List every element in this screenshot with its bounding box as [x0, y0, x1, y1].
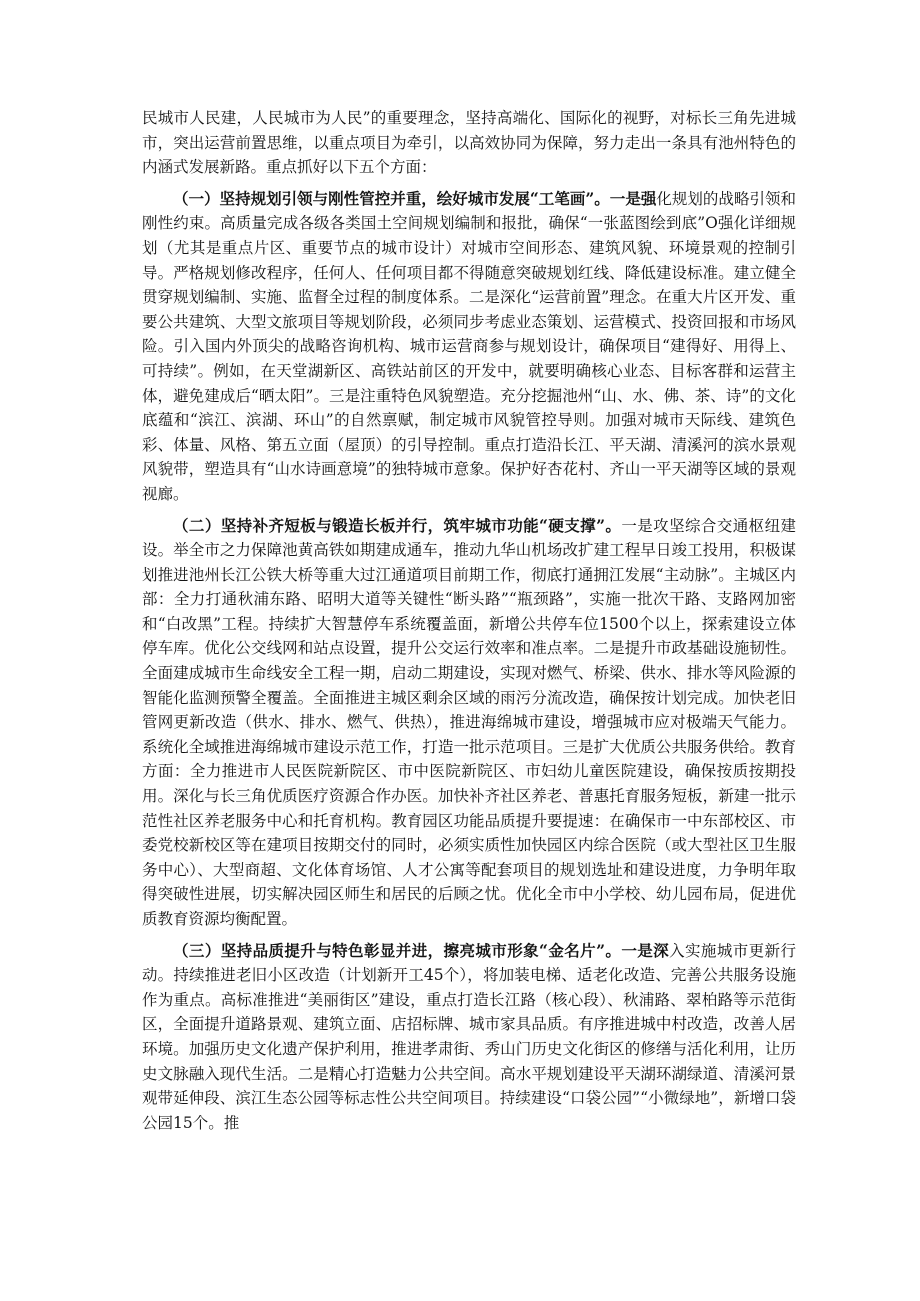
section-2-body: 一是攻坚综合交通枢纽建设。举全市之力保障池黄高铁如期建成通车，推动九华山机场改扩建工程早日竣工投用，积极谋划推进池州长江公铁大桥等重大过江通道项目前期工作，彻底打通拥江发展“主动脉”。主城区内部：全力打通秋浦东路、昭明大道等关键性“断头路”“瓶颈路”，实施一批次干路、支路网加密和“白改黑”工程。持续扩大智慧停车系统覆盖面，新增公共停车位1500个以上，探索建设立体停车库。优化公交线网和站点设置，提升公交运行效率和准点率。二是提升市政基础设施韧性。全面建成城市生命线安全工程一期，启动二期建设，实现对燃气、桥梁、供水、排水等风险源的智能化监测预警全覆盖。全面推进主城区剩余区域的雨污分流改造，确保按计划完成。加快老旧管网更新改造（供水、排水、燃气、供热），推进海绵城市建设，增强城市应对极端天气能力。系统化全域推进海绵城市建设示范工作，打造一批示范项目。三是扩大优质公共服务供给。教育方面：全力推进市人民医院新院区、市中医院新院区、市妇幼儿童医院建设，确保按质按期投用。深化与长三角优质医疗资源合作办医。加快补齐社区养老、普惠托育服务短板，新建一批示范性社区养老服务中心和托育机构。教育园区功能品质提升要提速：在确保市一中东部校区、市委党校新校区等在建项目按期交付的同时，必须实质性加快园区内综合医院（或大型社区卫生服务中心）、大型商超、文化体育场馆、人才公寓等配套项目的规划选址和建设进度，力争明年取得突破性进展，切实解决园区师生和居民的后顾之忧。优化全市中小学校、幼儿园布局，促进优质教育资源均衡配置。	[142, 516, 796, 928]
intro-paragraph: 民城市人民建，人民城市为人民”的重要理念，坚持高端化、国际化的视野，对标长三角先进城市，突出运营前置思维，以重点项目为牵引，以高效协同为保障，努力走出一条具有池州特色的内涵式发展新路。重点抓好以下五个方面：	[142, 109, 796, 177]
document-body	[142, 106, 796, 1135]
section-1-paragraph	[142, 187, 796, 507]
section-3-paragraph	[142, 939, 796, 1136]
section-1-heading: （一）坚持规划引领与刚性管控并重，绘好城市发展“工笔画”。一是强	[173, 188, 657, 208]
section-2-paragraph	[142, 514, 796, 932]
section-1-body: 化规划的战略引领和刚性约束。高质量完成各级各类国土空间规划编制和报批，确保“一张蓝图绘到底”O强化详细规划（尤其是重点片区、重要节点的城市设计）对城市空间形态、建筑风貌、环境景观的控制引导。严格规划修改程序，任何人、任何项目都不得随意突破规划红线、降低建设标准。建立健全贯穿规划编制、实施、监督全过程的制度体系。二是深化“运营前置”理念。在重大片区开发、重要公共建筑、大型文旅项目等规划阶段，必须同步考虑业态策划、运营模式、投资回报和市场风险。引入国内外顶尖的战略咨询机构、城市运营商参与规划设计，确保项目“建得好、用得上、可持续”。例如，在天堂湖新区、高铁站前区的开发中，就要明确核心业态、目标客群和运营主体，避免建成后“晒太阳”。三是注重特色风貌塑造。充分挖掘池州“山、水、佛、茶、诗”的文化底蕴和“滨江、滨湖、环山”的自然禀赋，制定城市风貌管控导则。加强对城市天际线、建筑色彩、体量、风格、第五立面（屋顶）的引导控制。重点打造沿长江、平天湖、清溪河的滨水景观风貌带，塑造具有“山水诗画意境”的独特城市意象。保护好杏花村、齐山一平天湖等区域的景观视廊。	[142, 189, 796, 503]
section-3-body: 入实施城市更新行动。持续推进老旧小区改造（计划新开工45个），将加装电梯、适老化改造、完善公共服务设施作为重点。高标准推进“美丽街区”建设，重点打造长江路（核心段）、秋浦路、翠柏路等示范街区，全面提升道路景观、建筑立面、店招标牌、城市家具品质。有序推进城中村改造，改善人居环境。加强历史文化遗产保护利用，推进孝肃街、秀山门历史文化街区的修缮与活化利用，让历史文脉融入现代生活。二是精心打造魅力公共空间。高水平规划建设平天湖环湖绿道、清溪河景观带延伸段、滨江生态公园等标志性公共空间项目。持续建设“口袋公园”“小微绿地”，新增口袋公园15个。推	[142, 941, 796, 1132]
section-3-heading: （三）坚持品质提升与特色彰显并进，擦亮城市形象“金名片”。一是深	[173, 940, 670, 960]
section-2-heading: （二）坚持补齐短板与锻造长板并行，筑牢城市功能“硬支撑”。	[173, 515, 622, 535]
